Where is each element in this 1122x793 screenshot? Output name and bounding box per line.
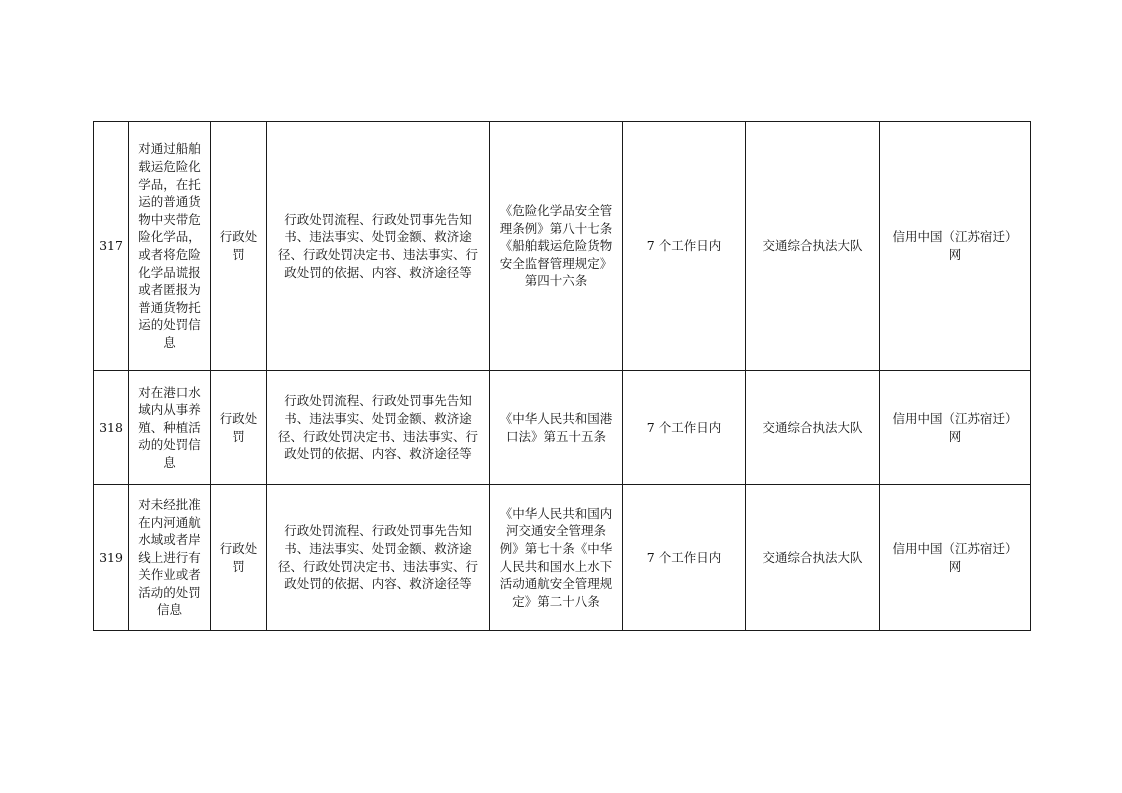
time-limit-cell: 7 个工作日内 — [623, 485, 746, 631]
disclosure-table — [93, 121, 1031, 631]
department: 交通综合执法大队 — [762, 549, 863, 565]
publish-cell — [880, 122, 1031, 371]
item-cell — [129, 371, 211, 485]
item-type: 行政处罚 — [219, 229, 258, 262]
table-row — [94, 485, 1031, 631]
disclosure-content: 行政处罚流程、行政处罚事先告知书、违法事实、处罚金额、救济途径、行政处罚决定书、违法事实、行政处罚的依据、内容、救济途径等 — [277, 523, 478, 592]
item-type: 行政处罚 — [219, 540, 258, 574]
item-type: 行政处罚 — [219, 410, 258, 444]
type-cell — [211, 122, 267, 371]
basis-cell — [490, 485, 623, 631]
department-cell — [746, 122, 880, 371]
item-cell — [129, 122, 211, 371]
publish-cell — [880, 371, 1031, 485]
item-name: 对通过船舶载运危险化学品，在托运的普通货物中夹带危险化学品，或者将危险化学品谎报或者匿报为普通货物托运的处罚信息 — [138, 141, 201, 350]
row-index: 318 — [94, 371, 129, 485]
legal-basis: 《危险化学品安全管理条例》第八十七条《船舶载运危险货物安全监督管理规定》第四十六条 — [499, 203, 613, 289]
item-name: 对未经批准在内河通航水域或者岸线上进行有关作业或者活动的处罚信息 — [138, 496, 201, 618]
publish-cell — [880, 485, 1031, 631]
disclosure-content: 行政处罚流程、行政处罚事先告知书、违法事实、处罚金额、救济途径、行政处罚决定书、违法事实、行政处罚的依据、内容、救济途径等 — [277, 393, 478, 462]
basis-cell — [490, 122, 623, 371]
content-cell — [267, 122, 490, 371]
item-cell — [129, 485, 211, 631]
table-row — [94, 371, 1031, 485]
time-limit-cell: 7 个工作日内 — [623, 371, 746, 485]
content-cell — [267, 371, 490, 485]
basis-cell — [490, 371, 623, 485]
publish-channel: 信用中国（江苏宿迁）网 — [892, 540, 1018, 574]
type-cell — [211, 371, 267, 485]
item-name: 对在港口水域内从事养殖、种植活动的处罚信息 — [138, 384, 201, 470]
row-index: 317 — [94, 122, 129, 371]
type-cell — [211, 485, 267, 631]
row-index: 319 — [94, 485, 129, 631]
legal-basis: 《中华人民共和国港口法》第五十五条 — [499, 410, 613, 444]
department-cell — [746, 485, 880, 631]
department: 交通综合执法大队 — [762, 238, 863, 254]
table-row — [94, 122, 1031, 371]
department-cell — [746, 371, 880, 485]
publish-channel: 信用中国（江苏宿迁）网 — [892, 229, 1018, 262]
publish-channel: 信用中国（江苏宿迁）网 — [892, 410, 1018, 444]
disclosure-content: 行政处罚流程、行政处罚事先告知书、违法事实、处罚金额、救济途径、行政处罚决定书、违法事实、行政处罚的依据、内容、救济途径等 — [277, 211, 478, 280]
department: 交通综合执法大队 — [762, 419, 863, 435]
time-limit-cell: 7 个工作日内 — [623, 122, 746, 371]
content-cell — [267, 485, 490, 631]
legal-basis: 《中华人民共和国内河交通安全管理条例》第七十条《中华人民共和国水上水下活动通航安全管理规定》第二十八条 — [499, 505, 613, 609]
